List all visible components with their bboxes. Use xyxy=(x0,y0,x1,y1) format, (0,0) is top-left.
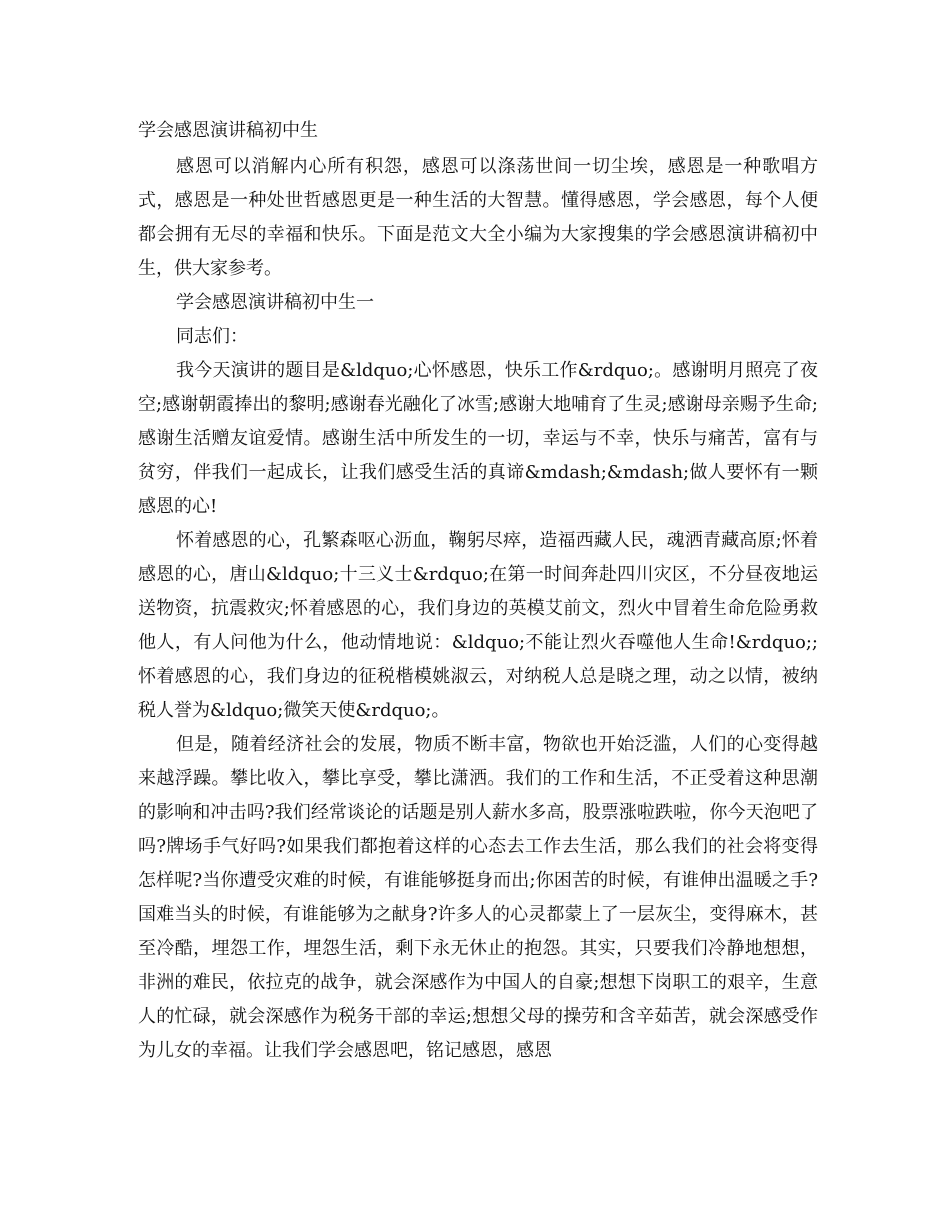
document-title: 学会感恩演讲稿初中生 xyxy=(138,120,318,141)
document-body xyxy=(138,150,818,1068)
section-heading: 学会感恩演讲稿初中生一 xyxy=(176,292,374,313)
paragraph-reflection: 但是，随着经济社会的发展，物质不断丰富，物欲也开始泛滥，人们的心变得越来越浮躁。攀比收入，攀比享受，攀比潇洒。我们的工作和生活，不正受着这种思潮的影响和冲击吗?我们经常谈论的话题是别人薪水多高，股票涨啦跌啦，你今天泡吧了吗?牌场手气好吗?如果我们都抱着这样的心态去工作去生活，那么我们的社会将变得怎样呢?当你遭受灾难的时候，有谁能够挺身而出;你困苦的时候，有谁伸出温暖之手?国难当头的时候，有谁能够为之献身?许多人的心灵都蒙上了一层灰尘，变得麻木，甚至冷酷，埋怨工作，埋怨生活，剩下永无休止的抱怨。其实，只要我们冷静地想想，非洲的难民，依拉克的战争，就会深感作为中国人的自豪;想想下岗职工的艰辛，生意人的忙碌，就会深感作为税务干部的幸运;想想父母的操劳和含辛茹苦，就会深感受作为儿女的幸福。让我们学会感恩吧，铭记感恩，感恩 xyxy=(138,734,818,1061)
paragraph-examples: 怀着感恩的心，孔繁森呕心沥血，鞠躬尽瘁，造福西藏人民，魂洒青藏高原;怀着感恩的心，唐山&ldquo;十三义士&rdquo;在第一时间奔赴四川灾区，不分昼夜地运送物资，抗震救灾;怀着感恩的心，我们身边的英模艾前文，烈火中冒着生命危险勇救他人，有人问他为什么，他动情地说：&ldquo;不能让烈火吞噬他人生命!&rdquo;;怀着感恩的心，我们身边的征税楷模姚淑云，对纳税人总是晓之理，动之以情，被纳税人誉为&ldquo;微笑天使&rdquo;。 xyxy=(138,530,818,721)
salutation: 同志们： xyxy=(176,326,248,347)
paragraph-intro: 感恩可以消解内心所有积怨，感恩可以涤荡世间一切尘埃，感恩是一种歌唱方式，感恩是一种处世哲感恩更是一种生活的大智慧。懂得感恩，学会感恩，每个人便都会拥有无尽的幸福和快乐。下面是范文大全小编为大家搜集的学会感恩演讲稿初中生，供大家参考。 xyxy=(138,156,818,279)
paragraph-topic: 我今天演讲的题目是&ldquo;心怀感恩，快乐工作&rdquo;。感谢明月照亮了夜空;感谢朝霞捧出的黎明;感谢春光融化了冰雪;感谢大地哺育了生灵;感谢母亲赐予生命;感谢生活赠友谊爱情。感谢生活中所发生的一切，幸运与不幸，快乐与痛苦，富有与贫穷，伴我们一起成长，让我们感受生活的真谛&mdash;&mdash;做人要怀有一颗感恩的心! xyxy=(138,360,818,517)
